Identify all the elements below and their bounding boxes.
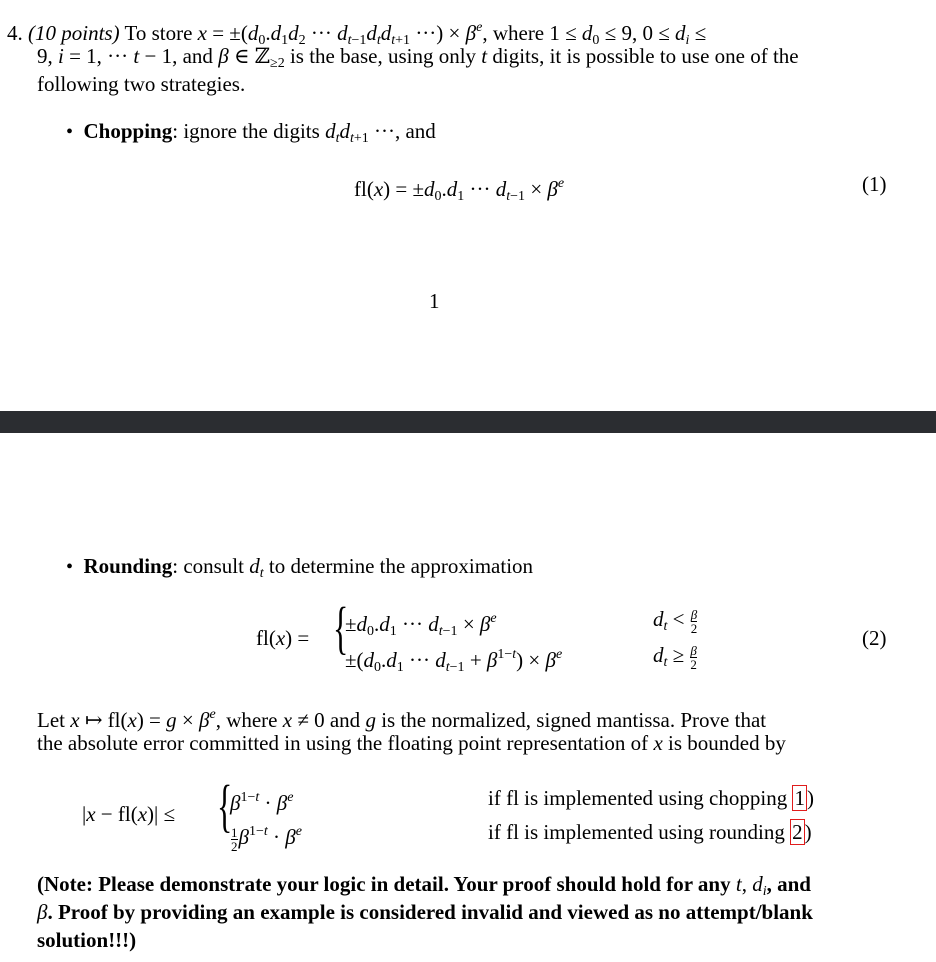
rounding-desc-end: to determine the approximation	[268, 554, 534, 578]
rounding-brace: {	[333, 595, 349, 660]
equation-ref-2[interactable]: 2	[792, 820, 803, 844]
intro-text-5: following two strategies.	[37, 72, 246, 96]
note-line-1: (Note: Please demonstrate your logic in detail. Your proof should hold for any t, $d_i$, and	[37, 872, 811, 899]
intro-text-3: is the base, using only	[289, 44, 477, 68]
case2-text: if fl is implemented using rounding	[488, 820, 785, 844]
chopping-desc: : ignore the digits	[172, 119, 320, 143]
intro-text: To store	[124, 21, 193, 45]
rounding-cond-2: $d_t$ ≥ $\frac{\beta}{2}$	[653, 642, 697, 672]
chopping-equation: fl(x) = ±d0.d1 ··· $d_t-1 \times \beta^e$	[354, 176, 565, 204]
rounding-cond-1: $d_t$ < $\frac{\beta}{2}$	[653, 606, 698, 636]
intro-text-2: , where	[482, 21, 545, 45]
prove-text-4: is the normalized, signed mantissa. Prove that	[381, 708, 767, 732]
bound-cond-2: if fl is implemented using rounding 2)	[488, 820, 812, 844]
prove-text-6: is bounded by	[668, 731, 786, 755]
formula-mapping: x ↦ $fl(x) = g \times \beta^e$	[70, 707, 216, 732]
note-text-2: . Proof by providing an example is considered invalid and viewed as no attempt/blank	[47, 900, 813, 924]
note-text-1-end: , and	[766, 872, 811, 896]
chopping-bullet	[66, 117, 436, 153]
note-line-2: β. Proof by providing an example is considered invalid and viewed as no attempt/blank	[37, 900, 813, 924]
rounding-case-2: ±(d0.d1 ··· $d_t-1 + \beta^{1-t}) \times \beta^e$	[345, 647, 563, 675]
formula-x-representation: x = ±(d0.d1d2 ··· $d_t-1d_td_t+1$ ···) × $\beta^e$	[197, 20, 483, 48]
page-number: 1	[429, 289, 440, 313]
equation-ref-1[interactable]: 1	[794, 786, 805, 810]
rounding-equation-lhs: fl(x) =	[256, 626, 310, 650]
chopping-title: Chopping	[83, 119, 173, 143]
intro-text-4: digits, it is possible to use one of the	[492, 44, 799, 68]
formula-index-range: 9, i = 1, ··· t − 1,	[37, 44, 178, 68]
formula-digit-range: 1 ≤ d0 ≤ 9, $0 \le d_i$ ≤	[549, 21, 707, 48]
rounding-title: Rounding	[83, 554, 173, 578]
bound-lhs: |x − fl(x)| ≤	[82, 802, 176, 826]
rounding-case-1: ±d0.d1 ··· $d_t-1 \times \beta^e$	[345, 611, 497, 639]
equation-number-2: (2)	[862, 626, 887, 650]
problem-statement-line-2: 9, i = 1, ··· t − 1, and β ∈ ℤ≥2 is the base, using only t digits, it is possible to use one of the	[37, 44, 799, 71]
prove-text-5: the absolute error committed in using the floating point representation of	[37, 731, 649, 755]
equation-number-1: (1)	[862, 172, 887, 196]
bound-case-1: $\beta^{1-t} \cdot \beta^e$	[230, 790, 294, 815]
chopping-desc-end: , and	[394, 119, 436, 143]
bullet-icon: •	[66, 556, 74, 578]
prove-text-1: Let	[37, 708, 65, 732]
problem-points: (10 points)	[28, 21, 120, 45]
bullet-icon: •	[66, 121, 74, 143]
formula-beta-domain: β ∈ ℤ≥2	[218, 44, 285, 71]
prove-line-2: the absolute error committed in using the floating point representation of x is bounded by	[37, 731, 786, 755]
problem-statement-line-3	[37, 70, 245, 98]
page-divider	[0, 411, 936, 433]
bound-case-2: $\frac{1}{2}$ $\beta^{1-t} \cdot \beta^e$	[231, 824, 302, 854]
rounding-bullet: • Rounding: consult $d_t$ to determine the approximation	[66, 554, 534, 581]
prove-text-2: , where	[215, 708, 278, 732]
bound-cond-1: if fl is implemented using chopping 1)	[488, 786, 814, 810]
case1-text: if fl is implemented using chopping	[488, 786, 788, 810]
formula-x-nonzero: x ≠ 0	[282, 708, 325, 732]
note-line-3: solution!!!)	[37, 928, 137, 952]
prove-line-1: Let x ↦ $fl(x) = g \times \beta^e$, where x ≠ 0 and g is the normalized, signed mantissa. Prove that	[37, 707, 767, 732]
problem-number: 4.	[7, 21, 23, 45]
note-text-1: (Note: Please demonstrate your logic in detail. Your proof should hold for any	[37, 872, 731, 896]
formula-ignored-digits: $d_td_t+1$ ···	[325, 119, 395, 146]
prove-text-3: and	[329, 708, 361, 732]
rounding-desc: : consult	[172, 554, 244, 578]
bound-brace: {	[217, 773, 233, 838]
